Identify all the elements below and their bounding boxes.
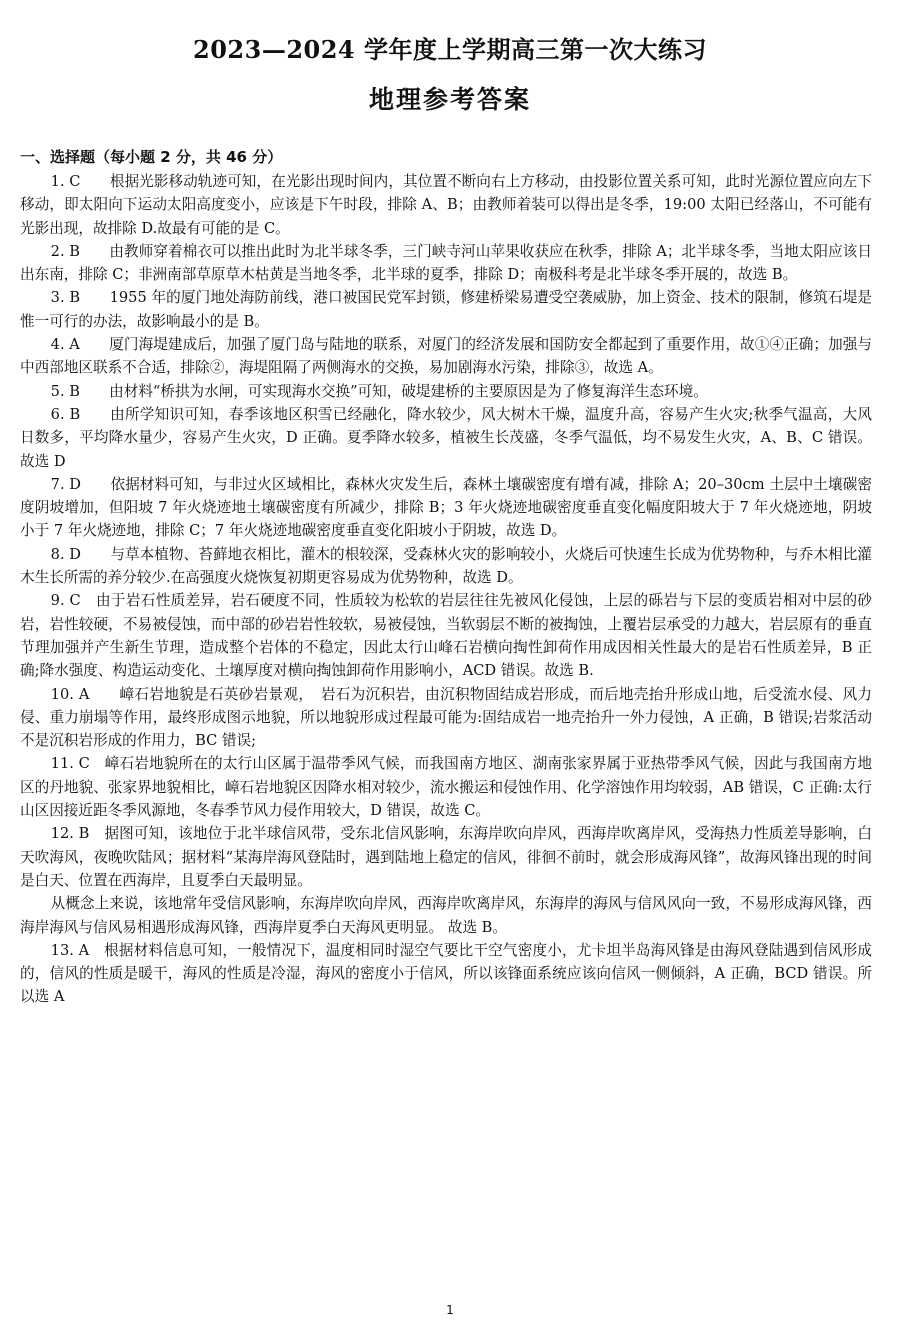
answer-3: 3. B 1955 年的厦门地处海防前线，港口被国民党军封锁，修建桥梁易遭受空袭威胁，加上资金、技术的限制，修筑石堤是惟一可行的办法，故影响最小的是 B。 bbox=[20, 289, 872, 330]
answer-5: 5. B 由材料“桥拱为水闸，可实现海水交换”可知，破堤建桥的主要原因是为了修复海洋生态环境。 bbox=[50, 382, 708, 400]
page-number: 1 bbox=[446, 1303, 454, 1317]
section-heading: 一、选择题（每小题 2 分，共 46 分） bbox=[20, 148, 283, 166]
answer-8: 8. D 与草本植物、苔藓地衣相比，灌木的根较深，受森林火灾的影响较小，火烧后可快速生长成为优势物种，与乔木相比灌木生长所需的养分较少.在高强度火烧恢复初期更容易成为优势物种，故选 D。 bbox=[20, 545, 872, 587]
document-title: 2023—2024 学年度上学期高三第一次大练习 bbox=[193, 35, 707, 64]
document-subtitle: 地理参考答案 bbox=[368, 85, 531, 114]
answer-1: 1. C 根据光影移动轨迹可知，在光影出现时间内，其位置不断向右上方移动，由投影位置关系可知，此时光源位置应向左下移动，即太阳向下运动太阳高度变小，应该是下午时段，排除 A、B；由教师着装可以得出是冬季，19:00 太阳已经落山，不可能有光影出现，故排除 D.故最有可能的是 C。 bbox=[20, 173, 872, 237]
answer-12: 12. B 据图可知，该地位于北半球信风带，受东北信风影响，东海岸吹向岸风，西海岸吹离岸风，受海热力性质差导影响，白天吹海风，夜晚吹陆风；据材料“某海岸海风登陆时，遇到陆地上稳定的信风，徘徊不前时，就会形成海风锋”，故海风锋出现的时间是白天、位置在西海岸，且夏季白天最明显。 bbox=[20, 825, 872, 889]
answer-body bbox=[20, 170, 872, 1009]
answer-4: 4. A 厦门海堤建成后，加强了厦门岛与陆地的联系，对厦门的经济发展和国防安全都起到了重要作用，故①④正确；加强与中西部地区联系不合适，排除②，海堤阻隔了两侧海水的交换，易加剧海水污染，排除③，故选 A。 bbox=[20, 336, 872, 377]
answer-7: 7. D 依据材料可知，与非过火区域相比，森林火灾发生后，森林土壤碳密度有增有减，排除 A；20–30cm 土层中土壤碳密度阴坡增加，但阳坡 7 年火烧迹地土壤碳密度有所减少，排除 B；3 年火烧迹地碳密度垂直变化幅度阳坡大于 7 年火烧迹地，阴坡小于 7 年火烧迹地，排除 C；7 年火烧迹地碳密度垂直变化阳坡小于阴坡，故选 D。 bbox=[20, 475, 872, 540]
answer-12-continued: 从概念上来说，该地常年受信风影响，东海岸吹向岸风，西海岸吹离岸风，东海岸的海风与信风风向一致，不易形成海风锋，西海岸海风与信风易相遇形成海风锋，西海岸夏季白天海风更明显。 故选 B。 bbox=[20, 895, 872, 936]
answer-11: 11. C 嶂石岩地貌所在的太行山区属于温带季风气候，而我国南方地区、湖南张家界属于亚热带季风气候，因此与我国南方地区的丹地貌、张家界地貌相比，嶂石岩地貌区因降水相对较少，流水搬运和侵蚀作用、化学溶蚀作用均较弱，AB 错误，C 正确:太行山区因接近距冬季风源地，冬春季节风力侵作用较大，D 错误，故选 C。 bbox=[20, 755, 872, 820]
answer-13: 13. A 根据材料信息可知，一般情况下，温度相同时湿空气要比干空气密度小，尤卡坦半岛海风锋是由海风登陆遇到信风形成的，信风的性质是暖干，海风的性质是冷湿，海风的密度小于信风，所以该锋面系统应该向信风一侧倾斜，A 正确，BCD 错误。所以选 A bbox=[20, 941, 872, 1006]
answer-10: 10. A 嶂石岩地貌是石英砂岩景观， 岩石为沉积岩，由沉积物固结成岩形成，而后地壳抬升形成山地，后受流水侵、风力侵、重力崩塌等作用，最终形成图示地貌，所以地貌形成过程最可能为:固结成岩一地壳抬升一外力侵蚀，A 正确，B 错误;岩浆活动不是沉积岩形成的作用力，BC 错误; bbox=[20, 685, 872, 750]
answer-6: 6. B 由所学知识可知，春季该地区积雪已经融化，降水较少，风大树木干燥，温度升高，容易产生火灾;秋季气温高，大风日数多，平均降水量少，容易产生火灾，D 正确。夏季降水较多，植被生长茂盛，冬季气温低，均不易发生火灾，A、B、C 错误。故选 D bbox=[20, 405, 872, 470]
answer-9: 9. C 由于岩石性质差异，岩石硬度不同，性质较为松软的岩层往往先被风化侵蚀，上层的砾岩与下层的变质岩相对中层的砂岩，岩性较硬，不易被侵蚀，而中部的砂岩岩性较软，易被侵蚀，当软弱层不断的被掏蚀，上覆岩层承受的力越大，岩层原有的垂直节理加强并产生新生节理，造成整个岩体的不稳定，因此太行山峰石岩横向掏性卸荷作用成因相关性最大的是岩石性质差异，B 正确;降水强度、构造运动变化、土壤厚度对横向掏蚀卸荷作用影响小，ACD 错误。故选 B. bbox=[20, 592, 872, 680]
answer-2: 2. B 由教师穿着棉衣可以推出此时为北半球冬季，三门峡寺河山苹果收获应在秋季，排除 A；北半球冬季，当地太阳应该日出东南，排除 C；非洲南部草原草木枯黄是当地冬季，北半球的夏季，排除 D；南极科考是北半球冬季开展的，故选 B。 bbox=[20, 242, 872, 284]
